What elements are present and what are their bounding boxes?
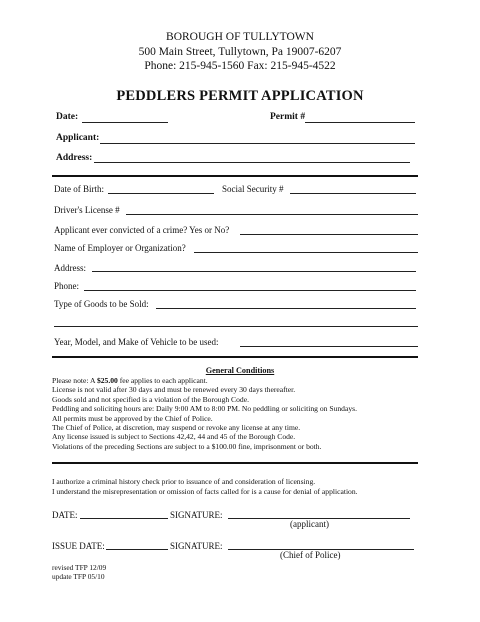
dob-field[interactable]	[108, 193, 214, 194]
applicant-signature-label: SIGNATURE:	[170, 510, 223, 520]
applicant-label: Applicant:	[56, 133, 100, 143]
chief-caption: (Chief of Police)	[280, 550, 341, 560]
issue-date-label: ISSUE DATE:	[52, 541, 105, 551]
fee-note-prefix: Please note: A	[52, 376, 97, 385]
condition-line: Violations of the preceding Sections are subject to a $100.00 fine, imprisonment or both.	[52, 441, 322, 451]
condition-line: License is not valid after 30 days and must be renewed every 30 days thereafter.	[52, 385, 296, 395]
drivers-license-label: Driver's License #	[54, 205, 120, 215]
borough-name: BOROUGH OF TULLYTOWN	[166, 31, 314, 43]
drivers-license-field[interactable]	[126, 214, 418, 215]
phone-field[interactable]	[84, 290, 416, 291]
applicant-caption: (applicant)	[290, 519, 329, 529]
chief-signature-label: SIGNATURE:	[170, 541, 223, 551]
section-divider-2	[52, 356, 418, 358]
condition-line: Any license issued is subject to Sections 42,42, 44 and 45 of the Borough Code.	[52, 432, 296, 442]
authorization-line-2: I understand the misrepresentation or omission of facts called for is a cause for denial of application.	[52, 487, 358, 496]
authorization-line-1: I authorize a criminal history check prior to issuance of and consideration of licensing.	[52, 477, 316, 486]
borough-phone-fax: Phone: 215-945-1560 Fax: 215-945-4522	[144, 60, 336, 72]
top-address-field[interactable]	[94, 162, 410, 163]
goods-field[interactable]	[156, 308, 416, 309]
applicant-date-field[interactable]	[80, 518, 168, 519]
condition-line: All permits must be approved by the Chief of Police.	[52, 413, 213, 423]
fee-note-suffix: fee applies to each applicant.	[117, 376, 208, 385]
date-field[interactable]	[82, 122, 168, 123]
conditions-fee-note	[52, 376, 208, 385]
update-note: update TFP 05/10	[52, 572, 105, 581]
conditions-heading: General Conditions	[205, 366, 275, 375]
employer-field[interactable]	[194, 252, 418, 253]
crime-question-label: Applicant ever convicted of a crime? Yes or No?	[54, 225, 230, 235]
goods-field-line-2[interactable]	[54, 326, 418, 327]
condition-line: Goods sold and not specified is a violation of the Borough Code.	[52, 394, 249, 404]
vehicle-field[interactable]	[240, 346, 418, 347]
dob-label: Date of Birth:	[54, 184, 104, 194]
employer-address-label: Address:	[54, 263, 86, 273]
permit-label: Permit #	[270, 112, 306, 122]
ssn-label: Social Security #	[222, 184, 284, 194]
employer-label: Name of Employer or Organization?	[54, 243, 186, 253]
condition-line: Peddling and soliciting hours are: Daily 9:00 AM to 8:00 PM. No peddling or soliciting on Sundays.	[52, 404, 358, 414]
date-label: Date:	[56, 112, 79, 122]
section-divider-3	[52, 462, 418, 464]
top-address-label: Address:	[56, 153, 93, 163]
section-divider-1	[52, 175, 418, 177]
form-title: PEDDLERS PERMIT APPLICATION	[116, 88, 364, 104]
issue-date-field[interactable]	[106, 549, 168, 550]
crime-answer-field[interactable]	[240, 234, 418, 235]
phone-label: Phone:	[54, 281, 80, 291]
applicant-field[interactable]	[100, 143, 415, 144]
vehicle-label: Year, Model, and Make of Vehicle to be used:	[54, 337, 219, 347]
condition-line: The Chief of Police, at discretion, may suspend or revoke any license at any time.	[52, 423, 301, 432]
borough-address: 500 Main Street, Tullytown, Pa 19007-6207	[138, 46, 342, 58]
goods-label: Type of Goods to be Sold:	[54, 299, 149, 309]
revised-note: revised TFP 12/09	[52, 563, 107, 572]
employer-address-field[interactable]	[92, 271, 416, 272]
applicant-date-label: DATE:	[52, 510, 78, 520]
permit-number-field[interactable]	[305, 122, 415, 123]
fee-amount: $25.00	[96, 376, 118, 385]
ssn-field[interactable]	[290, 193, 416, 194]
